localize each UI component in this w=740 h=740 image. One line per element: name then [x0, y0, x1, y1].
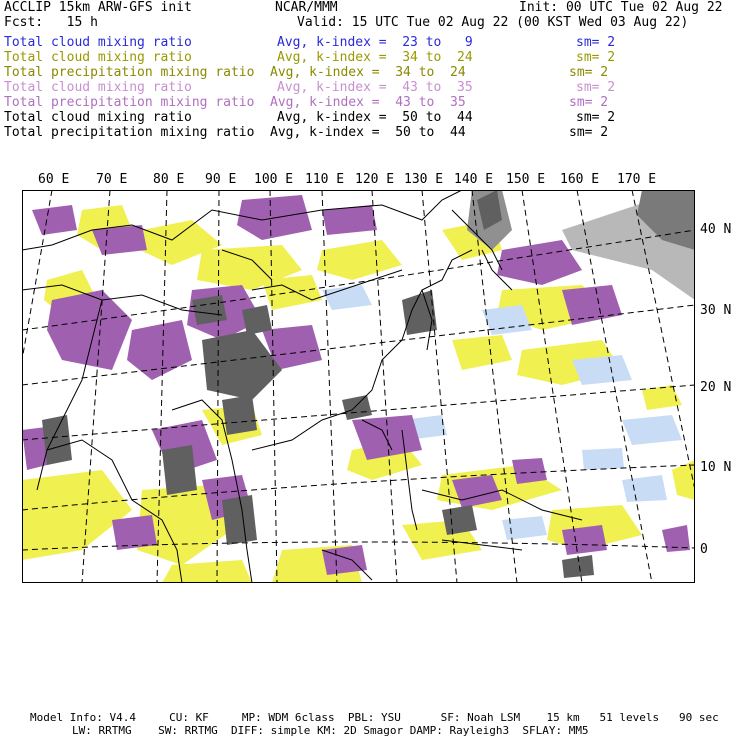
field-sm: sm= 2 [576, 50, 616, 65]
center-label: NCAR/MMM [275, 0, 338, 15]
cloud-map [22, 190, 695, 583]
lon-label: 120 E [355, 172, 395, 187]
lat-label: 20 N [700, 380, 732, 395]
lat-label: 30 N [700, 303, 732, 318]
lon-label: 70 E [96, 172, 128, 187]
model-title: ACCLIP 15km ARW-GFS init [4, 0, 192, 15]
field-avg: Avg, k-index = 34 to 24 [270, 65, 466, 80]
lon-label: 160 E [560, 172, 600, 187]
model-info-line2: LW: RRTMG SW: RRTMG DIFF: simple KM: 2D Smagor DAMP: Rayleigh3 SFLAY: MM5 [72, 724, 589, 737]
model-info-line1: Model Info: V4.4 CU: KF MP: WDM 6class PBL: YSU SF: Noah LSM 15 km 51 levels 90 sec [30, 711, 719, 724]
lat-label: 40 N [700, 222, 732, 237]
field-avg: Avg, k-index = 34 to 24 [277, 50, 473, 65]
field-name: Total precipitation mixing ratio [4, 65, 255, 80]
field-name: Total cloud mixing ratio [4, 35, 192, 50]
lon-label: 110 E [305, 172, 345, 187]
field-sm: sm= 2 [576, 80, 616, 95]
field-sm: sm= 2 [569, 95, 609, 110]
forecast-hour: Fcst: 15 h [4, 15, 98, 30]
field-sm: sm= 2 [576, 35, 616, 50]
lat-label: 10 N [700, 460, 732, 475]
field-avg: Avg, k-index = 50 to 44 [270, 125, 466, 140]
field-name: Total cloud mixing ratio [4, 110, 192, 125]
lon-label: 100 E [254, 172, 294, 187]
field-avg: Avg, k-index = 23 to 9 [277, 35, 473, 50]
field-name: Total cloud mixing ratio [4, 50, 192, 65]
lon-label: 60 E [38, 172, 70, 187]
lon-label: 90 E [205, 172, 237, 187]
field-sm: sm= 2 [576, 110, 616, 125]
lon-label: 150 E [506, 172, 546, 187]
lon-label: 140 E [454, 172, 494, 187]
field-name: Total precipitation mixing ratio [4, 125, 255, 140]
lon-label: 80 E [153, 172, 185, 187]
lon-label: 130 E [404, 172, 444, 187]
field-name: Total cloud mixing ratio [4, 80, 192, 95]
field-sm: sm= 2 [569, 65, 609, 80]
field-avg: Avg, k-index = 43 to 35 [277, 80, 473, 95]
field-avg: Avg, k-index = 43 to 35 [270, 95, 466, 110]
field-name: Total precipitation mixing ratio [4, 95, 255, 110]
valid-time: Valid: 15 UTC Tue 02 Aug 22 (00 KST Wed 03 Aug 22) [297, 15, 689, 30]
field-sm: sm= 2 [569, 125, 609, 140]
field-avg: Avg, k-index = 50 to 44 [277, 110, 473, 125]
lon-label: 170 E [617, 172, 657, 187]
init-time: Init: 00 UTC Tue 02 Aug 22 [519, 0, 723, 15]
lat-label: 0 [700, 542, 708, 557]
